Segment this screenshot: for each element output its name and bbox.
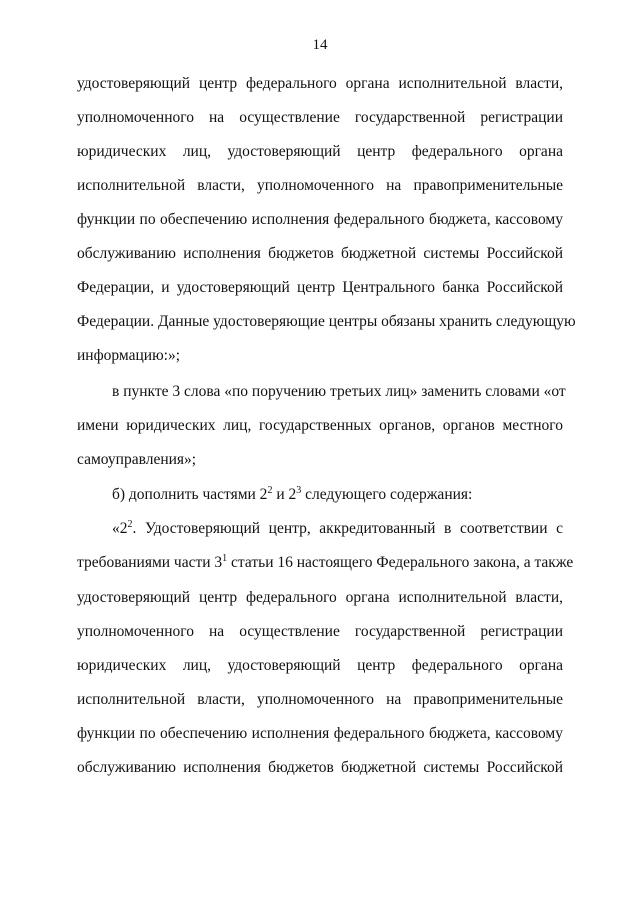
- text-line: информацию:»;: [77, 347, 181, 364]
- text-line: имени юридических лиц, государственных органов, органов местного: [77, 417, 563, 434]
- text-line: Федерации, и удостоверяющий центр Центрального банка Российской: [77, 279, 563, 296]
- text-line: функции по обеспечению исполнения федерального бюджета, кассовому: [77, 211, 563, 228]
- text-line: уполномоченного на осуществление государственной регистрации: [77, 109, 563, 126]
- text-line: обслуживанию исполнения бюджетов бюджетной системы Российской: [77, 759, 563, 776]
- page-number: 14: [312, 37, 328, 53]
- text-fragment: требованиями части 3: [77, 554, 223, 571]
- text-line: Федерации. Данные удостоверяющие центры обязаны хранить следующую: [77, 313, 576, 330]
- superscript: 2: [127, 519, 133, 530]
- text-line: уполномоченного на осуществление государственной регистрации: [77, 623, 563, 640]
- text-line-2-2: [112, 519, 563, 539]
- superscript: 1: [222, 553, 228, 564]
- text-fragment: «2: [112, 520, 128, 537]
- text-fragment: следующего содержания:: [301, 486, 473, 503]
- text-fragment: б) дополнить частями 2: [112, 486, 268, 503]
- text-line-b: [112, 485, 563, 505]
- text-line: обслуживанию исполнения бюджетов бюджетной системы Российской: [77, 245, 563, 262]
- superscript: 3: [296, 485, 302, 496]
- text-line: функции по обеспечению исполнения федерального бюджета, кассовому: [77, 725, 563, 742]
- text-fragment: и 2: [272, 486, 297, 503]
- text-line: исполнительной власти, уполномоченного на правоприменительные: [77, 177, 563, 194]
- text-line: удостоверяющий центр федерального органа исполнительной власти,: [77, 75, 563, 92]
- text-fragment: . Удостоверяющий центр, аккредитованный в соответствии с: [132, 520, 563, 537]
- text-line-req: [77, 553, 574, 573]
- text-line: юридических лиц, удостоверяющий центр федерального органа: [77, 657, 563, 674]
- text-line: юридических лиц, удостоверяющий центр федерального органа: [77, 143, 563, 160]
- text-line: самоуправления»;: [77, 451, 197, 468]
- text-fragment: статьи 16 настоящего Федерального закона, а также: [227, 554, 574, 571]
- text-line: удостоверяющий центр федерального органа исполнительной власти,: [77, 589, 563, 606]
- superscript: 2: [267, 485, 273, 496]
- text-line: в пункте 3 слова «по поручению третьих лиц» заменить словами «от: [112, 383, 566, 400]
- text-line: исполнительной власти, уполномоченного на правоприменительные: [77, 691, 563, 708]
